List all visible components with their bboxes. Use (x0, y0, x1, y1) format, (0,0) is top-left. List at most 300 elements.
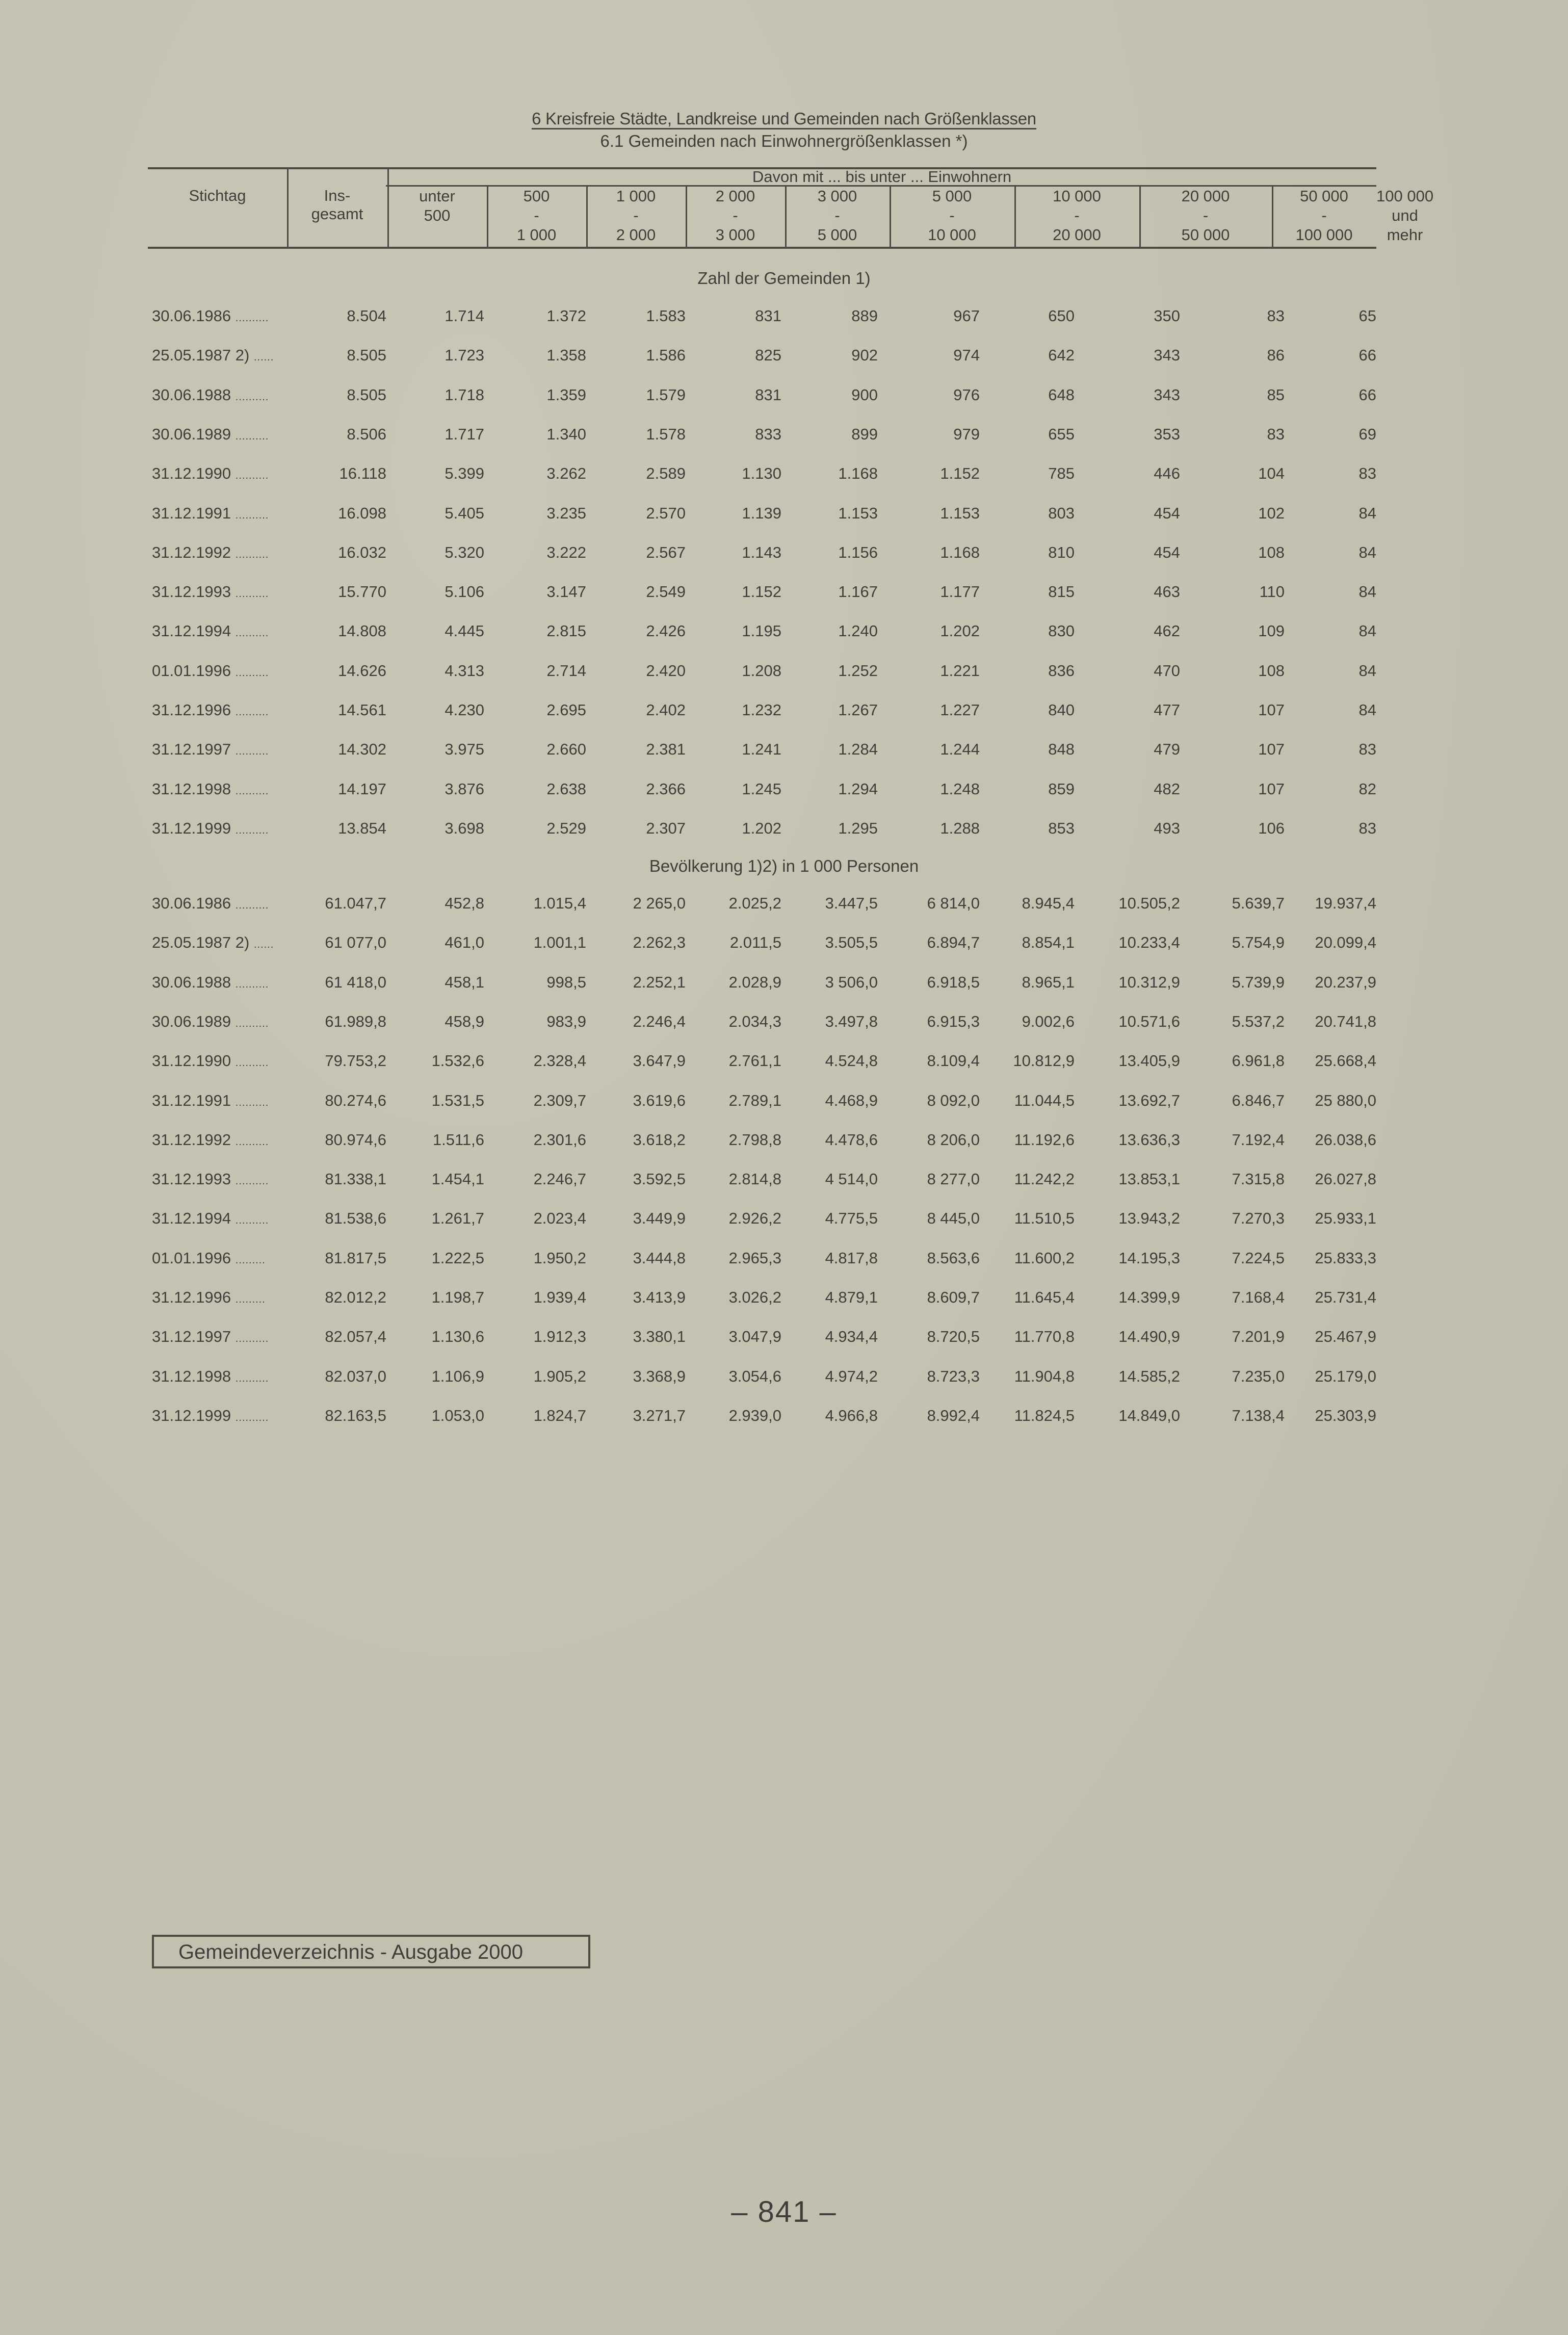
header-size-class-line1: 5 000 (932, 187, 972, 205)
section-label: Zahl der Gemeinden 1) (697, 269, 871, 288)
row-value: 1.248 (940, 780, 980, 798)
header-size-class (1014, 187, 1139, 245)
row-date (152, 1208, 269, 1231)
row-value: 998,5 (546, 973, 586, 991)
row-date-text: 30.06.1989 (152, 425, 231, 443)
header-size-class-line2: und (1392, 206, 1418, 224)
row-value: 1.153 (838, 504, 878, 522)
row-value: 8 445,0 (927, 1209, 980, 1228)
row-value: 4.468,9 (825, 1091, 878, 1109)
row-leader-dots: .......... (235, 1097, 269, 1108)
header-size-class-line1: 500 (523, 187, 550, 205)
row-value: 3.975 (445, 740, 484, 759)
row-value: 3.698 (445, 819, 484, 837)
header-size-class-line1: 1 000 (616, 187, 656, 205)
row-value: 83 (1358, 464, 1376, 483)
row-value: 14.808 (338, 622, 386, 640)
row-value: 2.307 (646, 819, 686, 837)
row-value: 2.549 (646, 583, 686, 601)
row-value: 4.230 (445, 701, 484, 719)
row-value: 8.504 (347, 307, 386, 325)
row-value: 350 (1154, 307, 1180, 325)
row-value: 80.974,6 (325, 1130, 386, 1149)
row-value: 6.918,5 (927, 973, 980, 991)
row-value: 5.405 (445, 504, 484, 522)
row-value: 8.945,4 (1022, 894, 1075, 912)
row-value: 900 (851, 385, 878, 404)
row-value: 1.221 (940, 661, 980, 680)
row-value: 13.854 (338, 819, 386, 837)
row-leader-dots: ......... (235, 1254, 266, 1266)
row-value: 840 (1048, 701, 1075, 719)
row-value: 2.589 (646, 464, 686, 483)
row-value: 2.926,2 (728, 1209, 781, 1228)
row-value: 2.309,7 (533, 1091, 586, 1109)
row-value: 25.668,4 (1315, 1052, 1376, 1070)
row-leader-dots: .......... (235, 1333, 269, 1345)
row-value: 8 092,0 (927, 1091, 980, 1109)
row-value: 1.053,0 (431, 1406, 484, 1424)
table-row (0, 972, 1568, 993)
row-value: 3.380,1 (633, 1328, 686, 1346)
row-value: 13.692,7 (1118, 1091, 1180, 1109)
row-date-text: 31.12.1996 (152, 701, 231, 719)
row-value: 2.301,6 (533, 1130, 586, 1149)
header-size-class-line2: - (949, 206, 955, 224)
row-value: 4.974,2 (825, 1367, 878, 1385)
row-value: 2.246,7 (533, 1170, 586, 1188)
row-value: 3.054,6 (728, 1367, 781, 1385)
row-value: 810 (1048, 543, 1075, 561)
row-value: 11.600,2 (1014, 1249, 1075, 1267)
row-value: 85 (1267, 385, 1285, 404)
row-value: 7.192,4 (1232, 1130, 1285, 1149)
row-value: 84 (1358, 661, 1376, 680)
row-value: 479 (1154, 740, 1180, 759)
section-label: Bevölkerung 1)2) in 1 000 Personen (649, 857, 919, 875)
row-value: 3.047,9 (728, 1328, 781, 1346)
row-value: 1.241 (742, 740, 781, 759)
row-value: 84 (1358, 701, 1376, 719)
row-date-text: 30.06.1988 (152, 973, 231, 991)
row-value: 1.198,7 (431, 1288, 484, 1306)
table-row (0, 1287, 1568, 1308)
row-value: 2.798,8 (728, 1130, 781, 1149)
row-value: 8.505 (347, 385, 386, 404)
table-row (0, 893, 1568, 914)
row-value: 3.413,9 (633, 1288, 686, 1306)
row-value: 7.224,5 (1232, 1249, 1285, 1267)
header-size-class-line3: 5 000 (817, 226, 857, 244)
row-value: 69 (1358, 425, 1376, 443)
table-row (0, 385, 1568, 405)
row-date (152, 1091, 269, 1113)
row-value: 2.965,3 (728, 1249, 781, 1267)
header-size-class (1139, 187, 1272, 245)
row-value: 25 880,0 (1315, 1091, 1376, 1109)
row-value: 84 (1358, 583, 1376, 601)
row-value: 81.538,6 (325, 1209, 386, 1228)
row-value: 454 (1154, 504, 1180, 522)
row-value: 642 (1048, 346, 1075, 365)
row-value: 61 077,0 (325, 933, 386, 952)
row-value: 2.262,3 (633, 933, 686, 952)
row-date-text: 31.12.1998 (152, 780, 231, 798)
row-leader-dots: .......... (235, 1136, 269, 1148)
header-stichtag: Stichtag (189, 187, 246, 204)
row-value: 1.168 (838, 464, 878, 483)
row-date (152, 345, 274, 368)
row-value: 83 (1267, 307, 1285, 325)
row-value: 454 (1154, 543, 1180, 561)
row-value: 7.168,4 (1232, 1288, 1285, 1306)
row-value: 2.011,5 (729, 933, 781, 952)
header-size-class (890, 187, 1014, 245)
row-leader-dots: .......... (235, 1372, 269, 1384)
row-value: 2.939,0 (728, 1406, 781, 1424)
row-value: 13.943,2 (1118, 1209, 1180, 1228)
table-row (0, 621, 1568, 641)
row-value: 20.741,8 (1315, 1012, 1376, 1030)
row-value: 66 (1358, 385, 1376, 404)
row-value: 446 (1154, 464, 1180, 483)
row-value: 14.302 (338, 740, 386, 759)
row-value: 83 (1358, 740, 1376, 759)
header-size-class-line2: - (1321, 206, 1327, 224)
header-size-class-line3: 100 000 (1295, 226, 1353, 244)
row-value: 353 (1154, 425, 1180, 443)
table-row (0, 779, 1568, 799)
row-value: 1.222,5 (431, 1249, 484, 1267)
row-date (152, 542, 269, 565)
row-value: 1.152 (742, 583, 781, 601)
row-value: 10.312,9 (1118, 973, 1180, 991)
row-value: 833 (755, 425, 781, 443)
row-value: 2.246,4 (633, 1012, 686, 1030)
header-size-class-line1: 10 000 (1053, 187, 1101, 205)
row-value: 5.739,9 (1232, 973, 1285, 991)
row-value: 13.853,1 (1118, 1170, 1180, 1188)
header-size-class-line2: - (633, 206, 639, 224)
row-value: 65 (1358, 307, 1376, 325)
header-size-class-line3: mehr (1387, 226, 1423, 244)
row-value: 6.894,7 (927, 933, 980, 952)
row-value: 2.761,1 (728, 1052, 781, 1070)
row-value: 10.505,2 (1118, 894, 1180, 912)
row-value: 3.592,5 (633, 1170, 686, 1188)
row-value: 1.267 (838, 701, 878, 719)
row-leader-dots: .......... (235, 549, 269, 560)
row-value: 6.846,7 (1232, 1091, 1285, 1109)
row-value: 1.824,7 (533, 1406, 586, 1424)
row-value: 107 (1258, 780, 1285, 798)
row-leader-dots: ......... (235, 1294, 266, 1305)
row-value: 3.447,5 (825, 894, 878, 912)
row-leader-dots: ...... (253, 939, 274, 951)
row-value: 7.235,0 (1232, 1367, 1285, 1385)
table-row (0, 306, 1568, 326)
row-date (152, 1011, 269, 1034)
row-value: 86 (1267, 346, 1285, 365)
header-size-class-line1: 2 000 (715, 187, 755, 205)
row-value: 82.057,4 (325, 1328, 386, 1346)
row-date (152, 661, 269, 683)
row-value: 1.718 (445, 385, 484, 404)
row-date-text: 31.12.1996 (152, 1288, 231, 1306)
header-size-class (1272, 187, 1376, 245)
row-value: 26.038,6 (1315, 1130, 1376, 1149)
row-date (152, 621, 269, 643)
publication-label: Gemeindeverzeichnis - Ausgabe 2000 (152, 1935, 590, 1968)
row-value: 785 (1048, 464, 1075, 483)
header-insgesamt-line1: Ins- (324, 187, 351, 204)
header-size-class-line2: - (1074, 206, 1080, 224)
row-value: 14.561 (338, 701, 386, 719)
row-value: 2.529 (546, 819, 586, 837)
row-value: 11.645,4 (1014, 1288, 1075, 1306)
row-value: 825 (755, 346, 781, 365)
row-value: 14.197 (338, 780, 386, 798)
row-value: 1.905,2 (533, 1367, 586, 1385)
row-date (152, 1366, 269, 1389)
table-row (0, 1169, 1568, 1189)
row-value: 1.208 (742, 661, 781, 680)
row-value: 4.775,5 (825, 1209, 878, 1228)
row-value: 1.015,4 (533, 894, 586, 912)
row-date-text: 31.12.1992 (152, 1130, 231, 1149)
row-value: 25.933,1 (1315, 1209, 1376, 1228)
row-leader-dots: .......... (235, 588, 269, 600)
row-value: 1.130,6 (431, 1328, 484, 1346)
row-value: 648 (1048, 385, 1075, 404)
table-row (0, 1011, 1568, 1032)
table-row (0, 739, 1568, 760)
header-group-label: Davon mit ... bis unter ... Einwohnern (752, 168, 1012, 186)
header-size-class-line3: 10 000 (928, 226, 976, 244)
row-date-text: 31.12.1990 (152, 464, 231, 483)
row-value: 4.524,8 (825, 1052, 878, 1070)
row-value: 1.586 (646, 346, 686, 365)
row-value: 3.271,7 (633, 1406, 686, 1424)
row-value: 831 (755, 385, 781, 404)
row-value: 82.012,2 (325, 1288, 386, 1306)
row-value: 1.340 (546, 425, 586, 443)
row-date (152, 385, 269, 407)
row-value: 3.619,6 (633, 1091, 686, 1109)
header-size-class-line1: 20 000 (1181, 187, 1230, 205)
row-date-text: 31.12.1999 (152, 819, 231, 837)
row-value: 6.961,8 (1232, 1052, 1285, 1070)
row-value: 14.399,9 (1118, 1288, 1180, 1306)
row-value: 4.478,6 (825, 1130, 878, 1149)
row-value: 343 (1154, 385, 1180, 404)
row-value: 5.399 (445, 464, 484, 483)
row-value: 8.965,1 (1022, 973, 1075, 991)
table-row (0, 932, 1568, 953)
row-date (152, 306, 269, 328)
table-row (0, 818, 1568, 839)
row-value: 8 206,0 (927, 1130, 980, 1149)
row-value: 14.585,2 (1118, 1367, 1180, 1385)
row-value: 2.366 (646, 780, 686, 798)
row-value: 3.497,8 (825, 1012, 878, 1030)
row-value: 462 (1154, 622, 1180, 640)
row-leader-dots: .......... (235, 1412, 269, 1423)
row-value: 1.202 (742, 819, 781, 837)
row-value: 16.098 (338, 504, 386, 522)
row-date (152, 1406, 269, 1428)
row-value: 7.201,9 (1232, 1328, 1285, 1346)
row-leader-dots: .......... (235, 667, 269, 679)
row-value: 11.824,5 (1014, 1406, 1075, 1424)
row-value: 458,1 (445, 973, 484, 991)
row-value: 1.227 (940, 701, 980, 719)
table-row (0, 1051, 1568, 1071)
row-date (152, 424, 269, 447)
row-date-text: 31.12.1991 (152, 504, 231, 522)
row-value: 1.244 (940, 740, 980, 759)
row-value: 11.904,8 (1014, 1367, 1075, 1385)
row-value: 26.027,8 (1315, 1170, 1376, 1188)
header-size-class-line2: - (1203, 206, 1209, 224)
row-value: 2.252,1 (633, 973, 686, 991)
row-value: 80.274,6 (325, 1091, 386, 1109)
table-row (0, 1327, 1568, 1347)
page-subtitle: 6.1 Gemeinden nach Einwohnergrößenklassen *) (600, 132, 968, 150)
row-value: 458,9 (445, 1012, 484, 1030)
row-value: 1.167 (838, 583, 878, 601)
row-value: 11.192,6 (1014, 1130, 1075, 1149)
table-row (0, 1406, 1568, 1426)
row-value: 82.037,0 (325, 1367, 386, 1385)
row-value: 650 (1048, 307, 1075, 325)
row-value: 2.638 (546, 780, 586, 798)
row-date (152, 503, 269, 526)
row-value: 3 506,0 (825, 973, 878, 991)
row-value: 4.934,4 (825, 1328, 878, 1346)
row-value: 11.242,2 (1014, 1170, 1075, 1188)
row-value: 859 (1048, 780, 1075, 798)
row-value: 8.609,7 (927, 1288, 980, 1306)
row-date (152, 779, 269, 801)
row-value: 2.567 (646, 543, 686, 561)
row-leader-dots: .......... (235, 313, 269, 324)
row-value: 104 (1258, 464, 1285, 483)
row-value: 10.571,6 (1118, 1012, 1180, 1030)
row-leader-dots: .......... (235, 900, 269, 911)
row-value: 16.032 (338, 543, 386, 561)
header-size-class-line3: 3 000 (715, 226, 755, 244)
row-value: 902 (851, 346, 878, 365)
table-row (0, 1248, 1568, 1268)
page-number: – 841 – (731, 2195, 837, 2228)
row-value: 10.812,9 (1013, 1052, 1075, 1070)
row-value: 3.876 (445, 780, 484, 798)
row-value: 815 (1048, 583, 1075, 601)
header-size-class (1376, 187, 1433, 245)
row-value: 14.849,0 (1118, 1406, 1180, 1424)
row-value: 1.583 (646, 307, 686, 325)
row-value: 3.505,5 (825, 933, 878, 952)
row-value: 482 (1154, 780, 1180, 798)
table-row (0, 503, 1568, 524)
row-value: 1.139 (742, 504, 781, 522)
row-value: 14.490,9 (1118, 1328, 1180, 1346)
row-value: 889 (851, 307, 878, 325)
row-date-text: 01.01.1996 (152, 661, 231, 680)
row-value: 1.295 (838, 819, 878, 837)
row-value: 5.320 (445, 543, 484, 561)
row-value: 470 (1154, 661, 1180, 680)
row-value: 11.770,8 (1014, 1328, 1075, 1346)
header-size-class (487, 187, 586, 245)
header-size-class-line1: 100 000 (1376, 187, 1434, 205)
header-size-class-line2: - (534, 206, 539, 224)
row-value: 8.505 (347, 346, 386, 365)
header-size-class-line3: 1 000 (516, 226, 557, 244)
row-date-text: 31.12.1993 (152, 583, 231, 601)
row-value: 1.001,1 (533, 933, 586, 952)
row-value: 84 (1358, 543, 1376, 561)
row-value: 2.814,8 (728, 1170, 781, 1188)
row-value: 1.240 (838, 622, 878, 640)
row-value: 2 265,0 (633, 894, 686, 912)
row-value: 1.511,6 (432, 1130, 484, 1149)
row-value: 2.420 (646, 661, 686, 680)
header-size-class-line1: 50 000 (1300, 187, 1348, 205)
row-value: 6 814,0 (927, 894, 980, 912)
row-leader-dots: .......... (235, 628, 269, 639)
row-value: 1.202 (940, 622, 980, 640)
row-value: 836 (1048, 661, 1075, 680)
row-value: 8.723,3 (927, 1367, 980, 1385)
header-size-class-line3: 50 000 (1181, 226, 1230, 244)
row-value: 25.833,3 (1315, 1249, 1376, 1267)
row-value: 61.989,8 (325, 1012, 386, 1030)
table-row (0, 542, 1568, 563)
header-size-class-line2: - (834, 206, 840, 224)
row-value: 2.328,4 (533, 1052, 586, 1070)
row-value: 3.618,2 (633, 1130, 686, 1149)
row-value: 1.939,4 (533, 1288, 586, 1306)
row-value: 655 (1048, 425, 1075, 443)
row-value: 82.163,5 (325, 1406, 386, 1424)
row-value: 477 (1154, 701, 1180, 719)
row-value: 1.372 (546, 307, 586, 325)
title-block (0, 110, 1568, 152)
row-value: 974 (953, 346, 980, 365)
page-title: 6 Kreisfreie Städte, Landkreise und Gemeinden nach Größenklassen (532, 110, 1036, 129)
row-value: 461,0 (445, 933, 484, 952)
row-value: 1.156 (838, 543, 878, 561)
row-leader-dots: .......... (235, 1215, 269, 1227)
row-value: 1.531,5 (431, 1091, 484, 1109)
row-value: 1.284 (838, 740, 878, 759)
row-date-text: 31.12.1993 (152, 1170, 231, 1188)
row-leader-dots: .......... (235, 1018, 269, 1029)
row-value: 1.261,7 (431, 1209, 484, 1228)
row-value: 1.130 (742, 464, 781, 483)
row-date-text: 31.12.1997 (152, 740, 231, 759)
header-size-class (387, 187, 487, 245)
row-date (152, 463, 269, 486)
row-value: 1.177 (940, 583, 980, 601)
row-value: 25.179,0 (1315, 1367, 1376, 1385)
row-date-text: 30.06.1986 (152, 894, 231, 912)
row-date (152, 932, 274, 955)
row-leader-dots: ...... (253, 352, 274, 364)
row-value: 8.109,4 (927, 1052, 980, 1070)
